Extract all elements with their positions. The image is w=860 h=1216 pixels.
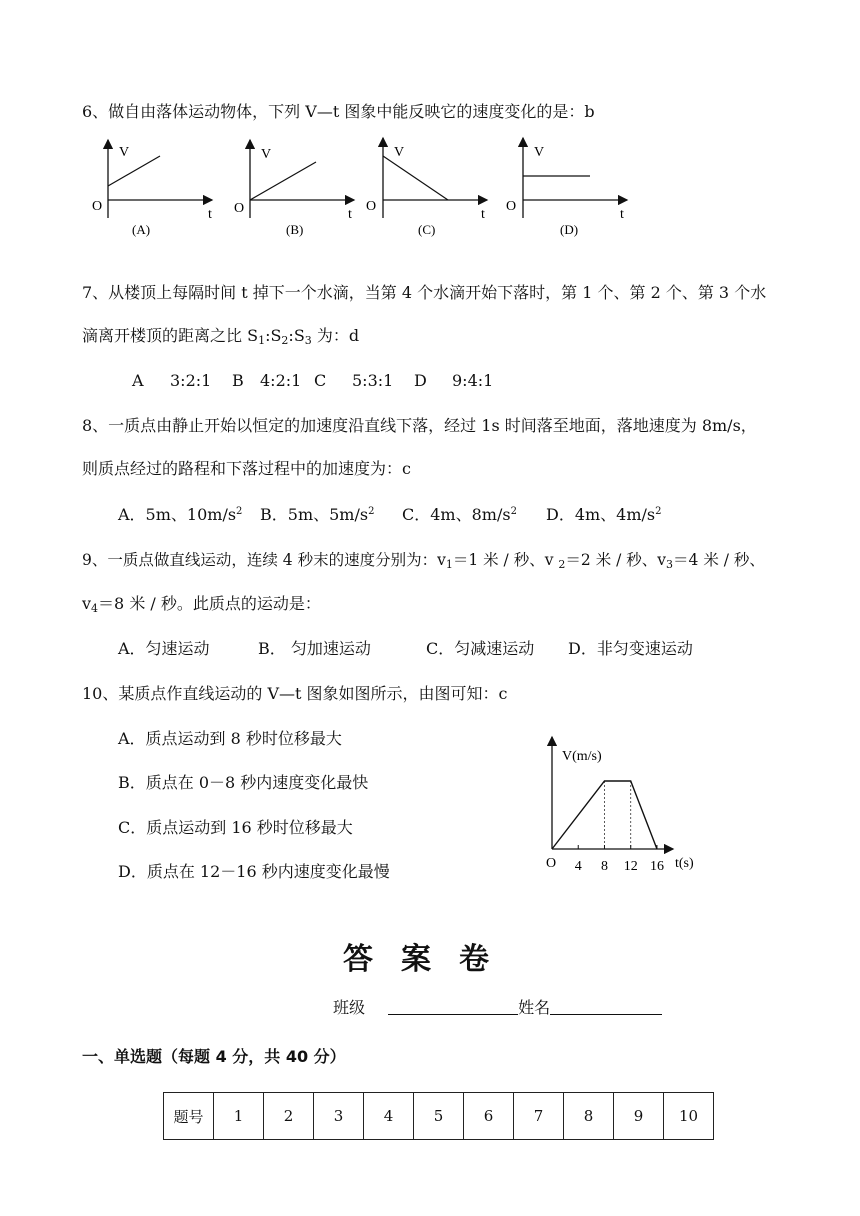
q10-x-tick-label: 16 bbox=[649, 859, 664, 874]
q7-option-b-letter: B bbox=[232, 371, 244, 390]
q9-option-a: A．匀速运动 bbox=[118, 639, 210, 658]
q8-option-b-exp: 2 bbox=[368, 506, 375, 517]
q9-l1-sub-2: 2 bbox=[558, 558, 566, 571]
graph-b-t-label: t bbox=[348, 207, 352, 222]
number-cell: 7 bbox=[514, 1093, 564, 1140]
q9-l1-sub-1: 1 bbox=[445, 558, 453, 571]
number-cell: 2 bbox=[264, 1093, 314, 1140]
number-cell: 3 bbox=[314, 1093, 364, 1140]
graph-c-origin: O bbox=[366, 199, 377, 214]
graph-c bbox=[366, 138, 487, 237]
q7-option-a-letter: A bbox=[132, 371, 144, 390]
question-6-text: 6、做自由落体运动物体，下列 V—t 图象中能反映它的速度变化的是：b bbox=[82, 102, 595, 121]
question-8-line-1: 8、一质点由静止开始以恒定的加速度沿直线下落，经过 1s 时间落至地面，落地速度为 8m/s， bbox=[82, 416, 757, 435]
q8-option-c bbox=[402, 505, 517, 525]
graph-d-origin: O bbox=[506, 199, 517, 214]
graph-b-caption: (B) bbox=[286, 222, 304, 237]
class-label: 班级 bbox=[333, 998, 366, 1017]
q7-sub-3: 3 bbox=[304, 334, 312, 347]
number-cell: 10 bbox=[664, 1093, 714, 1140]
graph-a-t-label: t bbox=[208, 207, 212, 222]
graph-a-v-label: V bbox=[119, 145, 130, 160]
number-cell: 8 bbox=[564, 1093, 614, 1140]
number-cell: 6 bbox=[464, 1093, 514, 1140]
q9-option-b: B． 匀加速运动 bbox=[258, 639, 371, 658]
q9-l2-sub-4: 4 bbox=[91, 602, 99, 615]
q9-option-c: C．匀减速运动 bbox=[426, 639, 535, 658]
section-heading: 一、单选题（每题 4 分，共 40 分） bbox=[82, 1047, 346, 1066]
graph-d-t-label: t bbox=[620, 207, 624, 222]
name-blank[interactable] bbox=[550, 998, 662, 1015]
q7-option-a-value: 3:2:1 bbox=[170, 371, 212, 390]
q10-x-tick-label: 8 bbox=[600, 859, 608, 874]
question-10-text: 10、某质点作直线运动的 V—t 图象如图所示，由图可知：c bbox=[82, 684, 508, 703]
q8-option-b bbox=[260, 505, 374, 525]
graph-d-caption: (D) bbox=[560, 222, 579, 237]
answer-sheet-title: 答案卷 bbox=[343, 942, 517, 977]
q8-option-d-text: D．4m、4m/s bbox=[546, 505, 656, 524]
q9-l2-p0: v bbox=[82, 594, 92, 613]
graph-d-v-label: V bbox=[534, 145, 545, 160]
header-cell-label: 题号 bbox=[164, 1093, 214, 1140]
q7-option-b-value: 4:2:1 bbox=[260, 371, 302, 390]
q8-option-d-exp: 2 bbox=[655, 506, 662, 517]
q10-option-b: B．质点在 0－8 秒内速度变化最快 bbox=[118, 773, 369, 792]
q7-option-d-value: 9:4:1 bbox=[452, 371, 494, 390]
graph-c-t-label: t bbox=[481, 207, 485, 222]
q9-option-d: D．非匀变速运动 bbox=[568, 639, 693, 658]
name-label: 姓名 bbox=[518, 998, 551, 1017]
number-cell: 9 bbox=[614, 1093, 664, 1140]
q6-graphs bbox=[0, 130, 860, 280]
question-7-line-1: 7、从楼顶上每隔时间 t 掉下一个水滴，当第 4 个水滴开始下落时，第 1 个、第 2 个、第 3 个水 bbox=[82, 283, 767, 302]
q7-option-c-value: 5:3:1 bbox=[352, 371, 394, 390]
q7-text-pre: 滴离开楼顶的距离之比 S bbox=[82, 326, 259, 345]
graph-c-caption: (C) bbox=[418, 222, 436, 237]
q9-l1-p2: ＝1 米 / 秒、v bbox=[452, 551, 559, 569]
q8-option-c-text: C．4m、8m/s bbox=[402, 505, 511, 524]
graph-b bbox=[234, 140, 354, 237]
graph-b-v-label: V bbox=[261, 147, 272, 162]
q9-l1-p6: ＝4 米 / 秒、 bbox=[673, 551, 765, 569]
q10-origin: O bbox=[546, 856, 557, 871]
number-cell: 4 bbox=[364, 1093, 414, 1140]
graph-b-origin: O bbox=[234, 201, 245, 216]
q9-l1-p0: 9、一质点做直线运动，连续 4 秒末的速度分别为：v bbox=[82, 551, 446, 569]
graph-d bbox=[506, 138, 627, 237]
graph-c-v-label: V bbox=[394, 145, 405, 160]
q8-option-d bbox=[546, 505, 662, 525]
q7-sub-2: 2 bbox=[281, 334, 289, 347]
class-blank[interactable] bbox=[388, 998, 518, 1015]
q10-y-label: V(m/s) bbox=[562, 749, 602, 764]
q8-option-a-exp: 2 bbox=[236, 506, 243, 517]
q7-option-c-letter: C bbox=[314, 371, 327, 390]
q10-option-c: C．质点运动到 16 秒时位移最大 bbox=[118, 818, 353, 837]
question-8-line-2: 则质点经过的路程和下落过程中的加速度为：c bbox=[82, 459, 411, 478]
q7-text-post: 为：d bbox=[311, 326, 360, 345]
graph-a-caption: (A) bbox=[132, 222, 151, 237]
number-cell: 5 bbox=[414, 1093, 464, 1140]
q8-option-a bbox=[118, 505, 242, 525]
q9-l2-p2: ＝8 米 / 秒。此质点的运动是： bbox=[98, 594, 321, 613]
q7-sep-2: :S bbox=[288, 326, 305, 345]
q9-l1-sub-3: 3 bbox=[666, 558, 674, 571]
question-9-line-1 bbox=[82, 550, 765, 570]
answer-table bbox=[163, 1092, 714, 1140]
number-cell: 1 bbox=[214, 1093, 264, 1140]
q8-option-b-text: B．5m、5m/s bbox=[260, 505, 369, 524]
q9-l1-p4: ＝2 米 / 秒、v bbox=[565, 551, 667, 569]
answer-table-header-row bbox=[164, 1093, 714, 1140]
class-name-row bbox=[333, 998, 662, 1018]
graph-a-origin: O bbox=[92, 199, 103, 214]
question-9-line-2 bbox=[82, 594, 321, 614]
graph-a bbox=[92, 140, 212, 237]
q7-option-d-letter: D bbox=[414, 371, 427, 390]
q10-vt-chart bbox=[535, 733, 715, 883]
q10-option-d: D．质点在 12－16 秒内速度变化最慢 bbox=[118, 862, 390, 881]
q8-option-a-text: A．5m、10m/s bbox=[118, 505, 237, 524]
q7-sub-1: 1 bbox=[258, 334, 266, 347]
q10-x-tick-label: 4 bbox=[574, 859, 582, 874]
question-7-line-2 bbox=[82, 326, 359, 346]
q10-x-tick-label: 12 bbox=[623, 859, 638, 874]
q7-sep-1: :S bbox=[265, 326, 282, 345]
q10-x-label: t(s) bbox=[675, 856, 694, 871]
q10-option-a: A．质点运动到 8 秒时位移最大 bbox=[118, 729, 342, 748]
q8-option-c-exp: 2 bbox=[510, 506, 517, 517]
